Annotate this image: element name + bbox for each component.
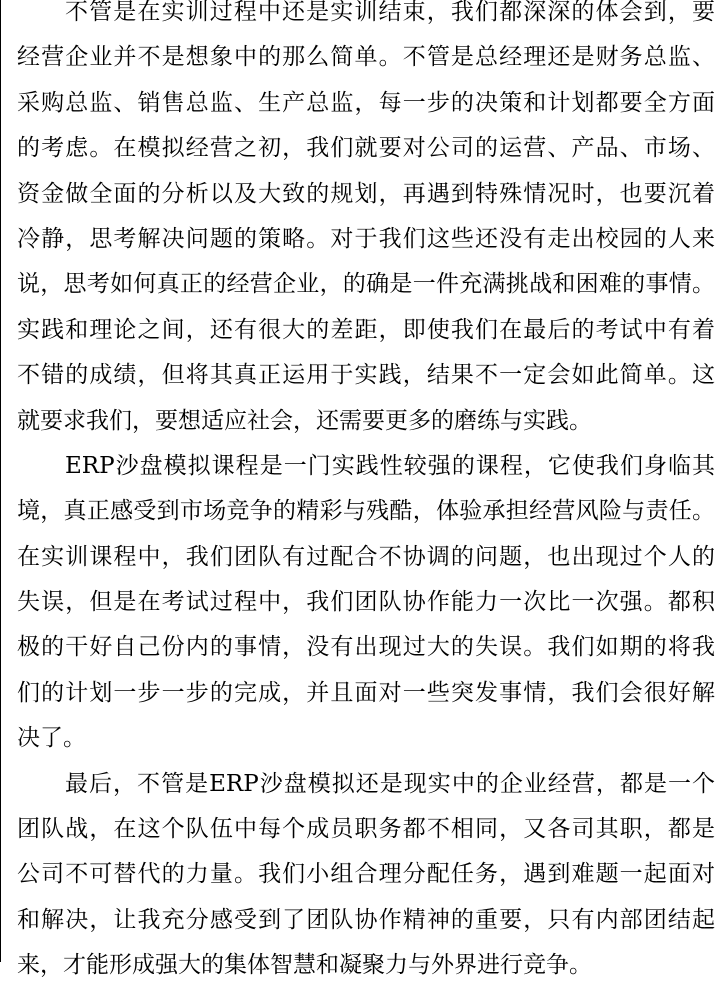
text-line: 说，思考如何真正的经营企业，的确是一件充满挑战和困难的事情。: [17, 271, 715, 298]
text-line: 团队战，在这个队伍中每个成员职务都不相同，又各司其职，都是: [17, 816, 715, 843]
text-line: 和解决，让我充分感受到了团队协作精神的重要，只有内部团结起: [17, 906, 715, 933]
text-line: 经营企业并不是想象中的那么简单。不管是总经理还是财务总监、: [17, 44, 715, 71]
text-line: 境，真正感受到市场竞争的精彩与残酷，体验承担经营风险与责任。: [17, 498, 715, 525]
text-line: 采购总监、销售总监、生产总监，每一步的决策和计划都要全方面: [17, 89, 715, 116]
text-line: 的考虑。在模拟经营之初，我们就要对公司的运营、产品、市场、: [17, 135, 715, 162]
text-line: 公司不可替代的力量。我们小组合理分配任务，遇到难题一起面对: [17, 861, 715, 888]
text-line: 最后，不管是ERP沙盘模拟还是现实中的企业经营，都是一个: [65, 770, 715, 797]
paragraph-3: [17, 762, 715, 989]
text-line: 极的干好自己份内的事情，没有出现过大的失误。我们如期的将我: [17, 634, 715, 661]
text-line: 实践和理论之间，还有很大的差距，即使我们在最后的考试中有着: [17, 316, 715, 343]
text-line: 不错的成绩，但将其真正运用于实践，结果不一定会如此简单。这: [17, 362, 715, 389]
document-body: [17, 0, 715, 989]
paragraph-1: [17, 0, 715, 444]
text-line: 在实训课程中，我们团队有过配合不协调的问题，也出现过个人的: [17, 543, 715, 570]
text-line: 们的计划一步一步的完成，并且面对一些突发事情，我们会很好解: [17, 679, 715, 706]
text-line: ERP沙盘模拟课程是一门实践性较强的课程，它使我们身临其: [65, 452, 715, 479]
text-line: 不管是在实训过程中还是实训结束，我们都深深的体会到，要: [65, 0, 715, 25]
text-line: 资金做全面的分析以及大致的规划，再遇到特殊情况时，也要沉着: [17, 180, 715, 207]
text-line: 来，才能形成强大的集体智慧和凝聚力与外界进行竞争。: [17, 952, 592, 979]
text-line: 决了。: [17, 725, 86, 752]
text-line: 失误，但是在考试过程中，我们团队协作能力一次比一次强。都积: [17, 589, 715, 616]
paragraph-2: [17, 444, 715, 762]
text-line: 就要求我们，要想适应社会，还需要更多的磨练与实践。: [17, 407, 592, 434]
text-line: 冷静，思考解决问题的策略。对于我们这些还没有走出校园的人来: [17, 225, 715, 252]
